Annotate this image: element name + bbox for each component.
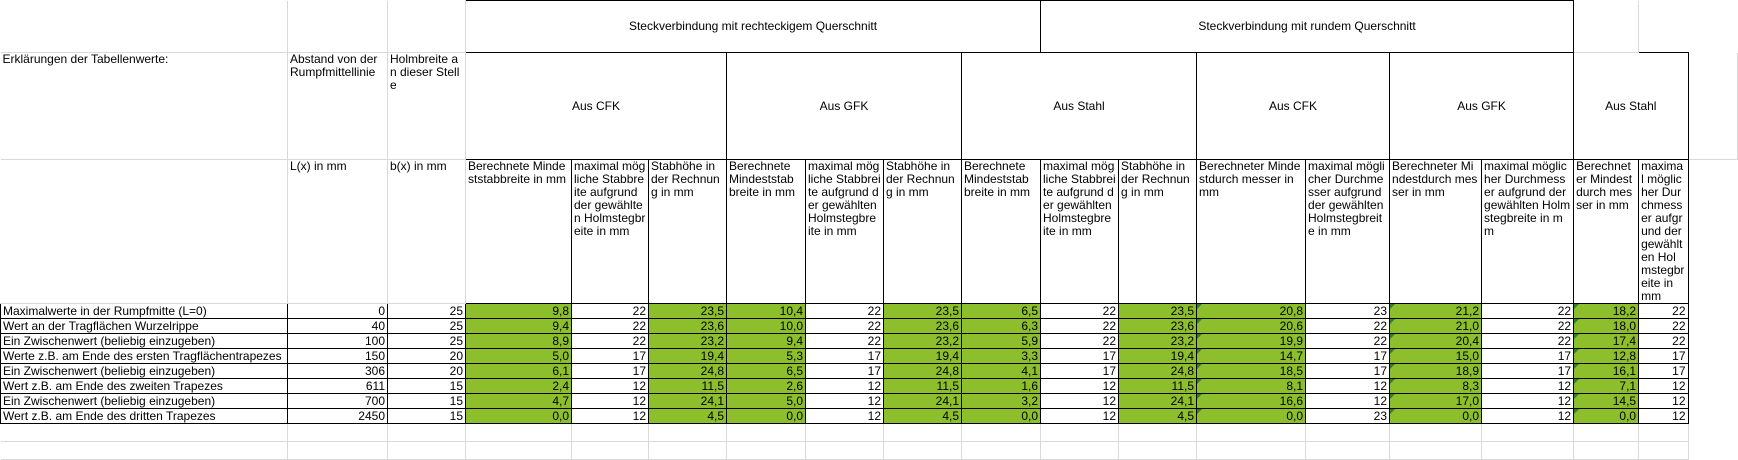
row-label[interactable]: Werte z.B. am Ende des ersten Tragflächentrapezes: [1, 349, 288, 364]
row-label[interactable]: Ein Zwischenwert (beliebig einzugeben): [1, 394, 288, 409]
cell[interactable]: [1390, 424, 1482, 442]
cell[interactable]: [288, 424, 388, 442]
cell[interactable]: [1482, 424, 1574, 442]
value-cell[interactable]: 23,2: [884, 334, 962, 349]
value-cell[interactable]: 20,8: [1197, 304, 1306, 319]
cell[interactable]: [572, 442, 649, 460]
value-cell[interactable]: 12: [1041, 409, 1119, 424]
cell[interactable]: [1197, 424, 1306, 442]
table-row: [1, 304, 1738, 319]
sub-rect-gfk-max[interactable]: maximal mögliche Stabbreite aufgrund der gewählten Holmstegbre ite in mm: [806, 160, 884, 304]
value-cell[interactable]: 24,1: [1119, 394, 1197, 409]
row-L[interactable]: 0: [288, 304, 388, 319]
cell[interactable]: [1306, 442, 1390, 460]
cell[interactable]: [806, 442, 884, 460]
value-cell[interactable]: 11,5: [649, 379, 727, 394]
value-cell[interactable]: 24,1: [649, 394, 727, 409]
value-cell[interactable]: 12: [1482, 394, 1574, 409]
value-cell[interactable]: 12: [806, 409, 884, 424]
distance-label[interactable]: Abstand von der Rumpfmittellinie: [288, 53, 388, 160]
row-b[interactable]: 15: [388, 379, 466, 394]
cell[interactable]: [1119, 424, 1197, 442]
cell[interactable]: [962, 442, 1041, 460]
value-cell[interactable]: 23,5: [649, 304, 727, 319]
cell[interactable]: [1574, 424, 1639, 442]
value-cell[interactable]: 2,4: [466, 379, 572, 394]
row-L[interactable]: 40: [288, 319, 388, 334]
value-cell[interactable]: 18,0: [1574, 319, 1639, 334]
group-header-row: [1, 1, 1738, 53]
value-cell[interactable]: 5,0: [727, 394, 806, 409]
value-cell[interactable]: 9,4: [727, 334, 806, 349]
material-round-cfk[interactable]: Aus CFK: [1197, 53, 1390, 160]
sub-round-cfk-max[interactable]: maximal möglicher Durchmesser aufgrund der gewählten Holmstegbreite in mm: [1306, 160, 1390, 304]
value-cell[interactable]: 22: [1041, 304, 1119, 319]
value-cell[interactable]: 17: [1482, 349, 1574, 364]
cell[interactable]: [1197, 442, 1306, 460]
value-cell[interactable]: 22: [572, 304, 649, 319]
value-cell[interactable]: 5,9: [962, 334, 1041, 349]
row-b[interactable]: 15: [388, 409, 466, 424]
row-label[interactable]: Ein Zwischenwert (beliebig einzugeben): [1, 334, 288, 349]
cell[interactable]: [388, 424, 466, 442]
cell[interactable]: [288, 1, 388, 53]
value-cell[interactable]: 9,4: [466, 319, 572, 334]
cell[interactable]: [1041, 442, 1119, 460]
value-cell[interactable]: 10,4: [727, 304, 806, 319]
value-cell[interactable]: 5,3: [727, 349, 806, 364]
sub-round-gfk-max[interactable]: maximal möglicher Durchmesser aufgrund der gewählten Holmstegbreite in mm: [1482, 160, 1574, 304]
table-row: [1, 349, 1738, 364]
value-cell[interactable]: 3,3: [962, 349, 1041, 364]
group-header-rect[interactable]: Steckverbindung mit rechteckigem Querschnitt: [466, 1, 1041, 53]
cell[interactable]: [1041, 424, 1119, 442]
table-row: [1, 364, 1738, 379]
table-row: [1, 319, 1738, 334]
value-cell[interactable]: 12: [1306, 379, 1390, 394]
explain-label[interactable]: Erklärungen der Tabellenwerte:: [1, 53, 288, 160]
value-cell[interactable]: 19,4: [649, 349, 727, 364]
value-cell[interactable]: 17,4: [1574, 334, 1639, 349]
value-cell[interactable]: 22: [572, 319, 649, 334]
cell[interactable]: [1574, 1, 1639, 53]
value-cell[interactable]: 0,0: [1390, 409, 1482, 424]
value-cell[interactable]: 14,7: [1197, 349, 1306, 364]
cell[interactable]: [884, 424, 962, 442]
row-label[interactable]: Wert z.B. am Ende des dritten Trapezes: [1, 409, 288, 424]
cell[interactable]: [727, 442, 806, 460]
sub-rect-cfk-h[interactable]: Stabhöhe in der Rechnung in mm: [649, 160, 727, 304]
sub-round-stahl-min[interactable]: Berechneter Mindestdurch messer in mm: [1574, 160, 1639, 304]
value-cell[interactable]: 8,1: [1197, 379, 1306, 394]
value-cell[interactable]: 0,0: [962, 409, 1041, 424]
value-cell[interactable]: 19,9: [1197, 334, 1306, 349]
value-cell[interactable]: 23,6: [884, 319, 962, 334]
row-b[interactable]: 25: [388, 319, 466, 334]
row-L[interactable]: 100: [288, 334, 388, 349]
row-label[interactable]: Wert an der Tragflächen Wurzelrippe: [1, 319, 288, 334]
sub-rect-cfk-min[interactable]: Berechnete Mindeststabbreite in mm: [466, 160, 572, 304]
value-cell[interactable]: 24,1: [884, 394, 962, 409]
value-cell[interactable]: 11,5: [884, 379, 962, 394]
cell[interactable]: [1, 1, 288, 53]
value-cell[interactable]: 12: [1041, 379, 1119, 394]
value-cell[interactable]: 12: [1639, 379, 1688, 394]
sub-rect-stahl-h[interactable]: Stabhöhe in der Rechnung in mm: [1119, 160, 1197, 304]
value-cell[interactable]: 22: [1041, 319, 1119, 334]
value-cell[interactable]: 22: [1041, 334, 1119, 349]
value-cell[interactable]: 12,8: [1574, 349, 1639, 364]
cell[interactable]: [1574, 442, 1639, 460]
value-cell[interactable]: 20,4: [1390, 334, 1482, 349]
value-cell[interactable]: 17: [806, 349, 884, 364]
value-cell[interactable]: 22: [1306, 334, 1390, 349]
value-cell[interactable]: 12: [1639, 409, 1688, 424]
value-cell[interactable]: 18,5: [1197, 364, 1306, 379]
table-row: [1, 394, 1738, 409]
value-cell[interactable]: 18,9: [1390, 364, 1482, 379]
cell[interactable]: [1390, 442, 1482, 460]
cell[interactable]: [572, 424, 649, 442]
cell[interactable]: [1639, 442, 1688, 460]
value-cell[interactable]: 17: [1306, 364, 1390, 379]
sub-round-cfk-min[interactable]: Berechneter Mindestdurch messer in mm: [1197, 160, 1306, 304]
cell[interactable]: [1, 424, 288, 442]
empty-row: [1, 442, 1738, 460]
value-cell[interactable]: 21,0: [1390, 319, 1482, 334]
material-round-stahl[interactable]: Aus Stahl: [1574, 53, 1688, 160]
value-cell[interactable]: 2,6: [727, 379, 806, 394]
cell[interactable]: [466, 442, 572, 460]
value-cell[interactable]: 9,8: [466, 304, 572, 319]
value-cell[interactable]: 17: [572, 349, 649, 364]
value-cell[interactable]: 6,5: [727, 364, 806, 379]
value-cell[interactable]: 0,0: [466, 409, 572, 424]
value-cell[interactable]: 17: [1639, 364, 1688, 379]
value-cell[interactable]: 20,6: [1197, 319, 1306, 334]
value-cell[interactable]: 23,5: [1119, 304, 1197, 319]
value-cell[interactable]: 12: [1482, 379, 1574, 394]
value-cell[interactable]: 0,0: [727, 409, 806, 424]
cell[interactable]: [649, 442, 727, 460]
value-cell[interactable]: 17: [1482, 364, 1574, 379]
value-cell[interactable]: 5,0: [466, 349, 572, 364]
row-L[interactable]: 2450: [288, 409, 388, 424]
material-header-row: [1, 53, 1738, 160]
cell[interactable]: [1688, 53, 1737, 160]
value-cell[interactable]: 1,6: [962, 379, 1041, 394]
table-row: [1, 409, 1738, 424]
row-L[interactable]: 150: [288, 349, 388, 364]
value-cell[interactable]: 6,3: [962, 319, 1041, 334]
subheader-row: [1, 160, 1738, 304]
row-label[interactable]: Maximalwerte in der Rumpfmitte (L=0): [1, 304, 288, 319]
value-cell[interactable]: 4,7: [466, 394, 572, 409]
value-cell[interactable]: 19,4: [1119, 349, 1197, 364]
value-cell[interactable]: 4,1: [962, 364, 1041, 379]
value-cell[interactable]: 22: [806, 319, 884, 334]
value-cell[interactable]: 17: [1306, 349, 1390, 364]
row-label[interactable]: Ein Zwischenwert (beliebig einzugeben): [1, 364, 288, 379]
row-b[interactable]: 20: [388, 349, 466, 364]
value-cell[interactable]: 7,1: [1574, 379, 1639, 394]
material-rect-stahl[interactable]: Aus Stahl: [962, 53, 1197, 160]
value-cell[interactable]: 22: [1482, 334, 1574, 349]
value-cell[interactable]: 6,1: [466, 364, 572, 379]
unit-b[interactable]: b(x) in mm: [388, 160, 466, 304]
value-cell[interactable]: 15,0: [1390, 349, 1482, 364]
cell[interactable]: [1639, 424, 1688, 442]
row-L[interactable]: 306: [288, 364, 388, 379]
value-cell[interactable]: 17: [1041, 349, 1119, 364]
cell[interactable]: [1306, 424, 1390, 442]
value-cell[interactable]: 12: [806, 394, 884, 409]
value-cell[interactable]: 23,5: [884, 304, 962, 319]
cell[interactable]: [388, 1, 466, 53]
sub-rect-stahl-min[interactable]: Berechnete Mindeststab breite in mm: [962, 160, 1041, 304]
cell[interactable]: [1, 442, 288, 460]
cell[interactable]: [727, 424, 806, 442]
cell[interactable]: [1, 160, 288, 304]
row-b[interactable]: 25: [388, 304, 466, 319]
table-row: [1, 379, 1738, 394]
unit-L[interactable]: L(x) in mm: [288, 160, 388, 304]
value-cell[interactable]: 3,2: [962, 394, 1041, 409]
cell[interactable]: [288, 442, 388, 460]
value-cell[interactable]: 22: [572, 334, 649, 349]
value-cell[interactable]: 17: [806, 364, 884, 379]
width-label[interactable]: Holmbreite an dieser Stelle: [388, 53, 466, 160]
value-cell[interactable]: 12: [572, 409, 649, 424]
value-cell[interactable]: 6,5: [962, 304, 1041, 319]
sub-rect-stahl-max[interactable]: maximal mögliche Stabbreite aufgrund der gewählten Holmstegbre ite in mm: [1041, 160, 1119, 304]
value-cell[interactable]: 22: [806, 334, 884, 349]
value-cell[interactable]: 12: [572, 394, 649, 409]
material-rect-cfk[interactable]: Aus CFK: [466, 53, 727, 160]
row-label[interactable]: Wert z.B. am Ende des zweiten Trapezes: [1, 379, 288, 394]
cell[interactable]: [466, 424, 572, 442]
value-cell[interactable]: 17,0: [1390, 394, 1482, 409]
value-cell[interactable]: 23,2: [649, 334, 727, 349]
value-cell[interactable]: 22: [806, 304, 884, 319]
value-cell[interactable]: 8,3: [1390, 379, 1482, 394]
cell[interactable]: [388, 442, 466, 460]
table-row: [1, 334, 1738, 349]
cell[interactable]: [1482, 442, 1574, 460]
value-cell[interactable]: 17: [1041, 364, 1119, 379]
value-cell[interactable]: 24,8: [649, 364, 727, 379]
material-rect-gfk[interactable]: Aus GFK: [727, 53, 962, 160]
row-b[interactable]: 20: [388, 364, 466, 379]
cell[interactable]: [962, 424, 1041, 442]
value-cell[interactable]: 17: [1639, 349, 1688, 364]
value-cell[interactable]: 16,6: [1197, 394, 1306, 409]
row-b[interactable]: 15: [388, 394, 466, 409]
value-cell[interactable]: 0,0: [1197, 409, 1306, 424]
value-cell[interactable]: 12: [806, 379, 884, 394]
value-cell[interactable]: 23,6: [1119, 319, 1197, 334]
value-cell[interactable]: 12: [1482, 409, 1574, 424]
cell[interactable]: [1119, 442, 1197, 460]
value-cell[interactable]: 10,0: [727, 319, 806, 334]
sub-round-stahl-max[interactable]: maximal möglicher Durchmesser aufgrund der gewählten Holmstegbreite in mm: [1639, 160, 1688, 304]
value-cell[interactable]: 23,6: [649, 319, 727, 334]
value-cell[interactable]: 14,5: [1574, 394, 1639, 409]
value-cell[interactable]: 12: [1639, 394, 1688, 409]
value-cell[interactable]: 0,0: [1574, 409, 1639, 424]
cell[interactable]: [806, 424, 884, 442]
value-cell[interactable]: 23: [1306, 304, 1390, 319]
value-cell[interactable]: 24,8: [884, 364, 962, 379]
value-cell[interactable]: 19,4: [884, 349, 962, 364]
value-cell[interactable]: 4,5: [1119, 409, 1197, 424]
cell[interactable]: [649, 424, 727, 442]
value-cell[interactable]: 22: [1639, 334, 1688, 349]
sub-rect-gfk-min[interactable]: Berechnete Mindeststab breite in mm: [727, 160, 806, 304]
value-cell[interactable]: 16,1: [1574, 364, 1639, 379]
empty-row: [1, 424, 1738, 442]
value-cell[interactable]: 8,9: [466, 334, 572, 349]
value-cell[interactable]: 18,2: [1574, 304, 1639, 319]
value-cell[interactable]: 22: [1306, 319, 1390, 334]
sub-rect-cfk-max[interactable]: maximal mögliche Stabbreite aufgrund der gewählten Holmstegbreite in mm: [572, 160, 649, 304]
value-cell[interactable]: 12: [572, 379, 649, 394]
value-cell[interactable]: 17: [572, 364, 649, 379]
value-cell[interactable]: 4,5: [649, 409, 727, 424]
material-round-gfk[interactable]: Aus GFK: [1390, 53, 1574, 160]
row-L[interactable]: 611: [288, 379, 388, 394]
value-cell[interactable]: 23,2: [1119, 334, 1197, 349]
value-cell[interactable]: 12: [1306, 394, 1390, 409]
value-cell[interactable]: 23: [1306, 409, 1390, 424]
cell[interactable]: [884, 442, 962, 460]
value-cell[interactable]: 22: [1482, 304, 1574, 319]
value-cell[interactable]: 22: [1639, 319, 1688, 334]
value-cell[interactable]: 24,8: [1119, 364, 1197, 379]
row-b[interactable]: 25: [388, 334, 466, 349]
sub-round-gfk-min[interactable]: Berechneter Mindestdurch messer in mm: [1390, 160, 1482, 304]
value-cell[interactable]: 22: [1639, 304, 1688, 319]
value-cell[interactable]: 4,5: [884, 409, 962, 424]
row-L[interactable]: 700: [288, 394, 388, 409]
value-cell[interactable]: 11,5: [1119, 379, 1197, 394]
sub-rect-gfk-h[interactable]: Stabhöhe in der Rechnung in mm: [884, 160, 962, 304]
group-header-round[interactable]: Steckverbindung mit rundem Querschnitt: [1041, 1, 1574, 53]
value-cell[interactable]: 22: [1482, 319, 1574, 334]
value-cell[interactable]: 12: [1041, 394, 1119, 409]
value-cell[interactable]: 21,2: [1390, 304, 1482, 319]
